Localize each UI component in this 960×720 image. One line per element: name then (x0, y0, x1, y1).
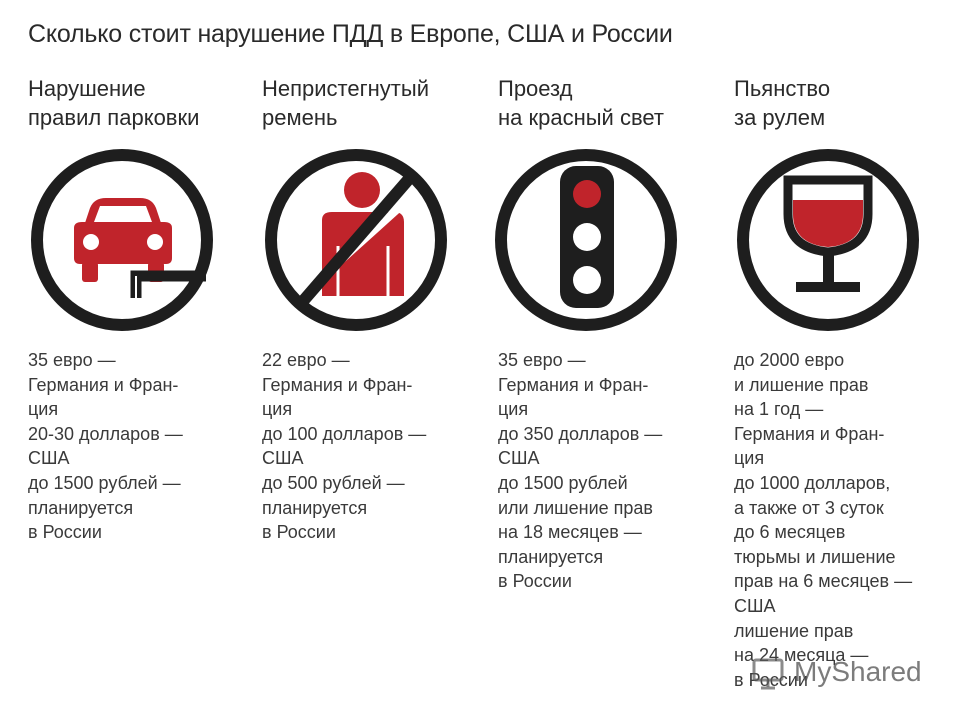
column-heading: Непристегнутый ремень (262, 76, 429, 130)
column-red-light (498, 74, 723, 592)
column-heading: Пьянство за рулем (734, 76, 831, 130)
car-icon (28, 146, 216, 334)
fines-text: 35 евро — Германия и Фран- ция до 350 долларов — США до 1500 рублей или лишение прав на 18 месяцев — планируется в России (498, 350, 663, 592)
watermark (748, 652, 922, 692)
watermark-text: MyShared (794, 656, 922, 687)
unbuckled-seatbelt-icon (262, 146, 450, 334)
page-title: Сколько стоит нарушение ПДД в Европе, США и России (28, 20, 673, 48)
fines-text: 35 евро — Германия и Фран- ция 20-30 долларов — США до 1500 рублей — планируется в России (28, 350, 183, 543)
column-parking (28, 74, 253, 543)
presentation-icon (748, 652, 788, 692)
column-seatbelt (262, 74, 487, 543)
wine-glass-icon (734, 146, 922, 334)
column-heading: Нарушение правил парковки (28, 76, 200, 130)
column-heading: Проезд на красный свет (498, 76, 664, 130)
fines-text: 22 евро — Германия и Фран- ция до 100 долларов — США до 500 рублей — планируется в России (262, 350, 427, 543)
traffic-light-icon (492, 146, 680, 334)
fines-text: до 2000 евро и лишение прав на 1 год — Германия и Фран- ция до 1000 долларов, а также от 3 суток до 6 месяцев тюрьмы и лишение прав на 6 месяцев — США лишение прав на 24 месяца — в России (734, 350, 913, 690)
